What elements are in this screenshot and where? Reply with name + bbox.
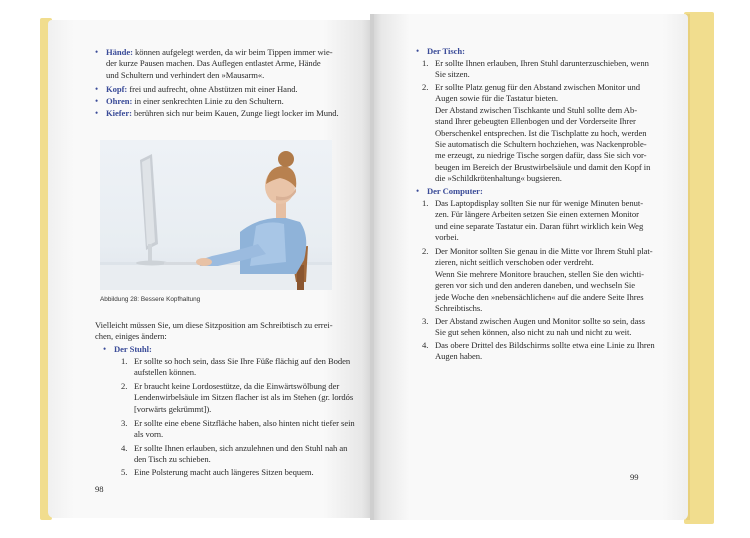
bullet-term: Kopf: xyxy=(106,84,128,94)
list-item xyxy=(121,381,366,415)
subheading-tisch xyxy=(416,46,536,57)
text-line: Sie gut sehen können, also nicht zu nah und nicht zu weit. xyxy=(435,327,632,338)
text-line: der kurze Pausen machen. Das Auflegen entlastet Arme, Hände xyxy=(106,58,321,69)
text-line: Er braucht keine Lordosestütze, da die Einwärtswölbung der xyxy=(134,381,340,391)
list-item xyxy=(422,316,662,339)
text-line: stand Ihrer gebeugten Ellenbogen und der Vorderseite Ihrer xyxy=(435,116,636,127)
list-item xyxy=(422,82,662,185)
text-line: Vielleicht müssen Sie, um diese Sitzposition am Schreibtisch zu errei- xyxy=(95,320,333,330)
text-line: me erzeugt, zu niedrige Tische sorgen dafür, dass Sie sich vor- xyxy=(435,150,647,161)
list-item xyxy=(422,198,662,244)
text-line: geren vor sich und den anderen daneben, und wechseln Sie xyxy=(435,280,636,291)
text-line: aufstellen können. xyxy=(134,367,197,378)
text-line: als vorn. xyxy=(134,429,164,440)
list-number: 2. xyxy=(121,381,128,391)
text-line: Augen haben. xyxy=(435,351,483,362)
text-line: können aufgelegt werden, da wir beim Tippen immer wie- xyxy=(135,47,333,57)
text-line: Der Abstand zwischen Tischkante und Stuhl sollte dem Ab- xyxy=(435,104,638,115)
bullet-haende xyxy=(95,47,365,81)
text-line: Er sollte so hoch sein, dass Sie Ihre Füße flächig auf den Boden xyxy=(134,356,351,366)
text-line: Das obere Drittel des Bildschirms sollte etwa eine Linie zu Ihren xyxy=(435,340,655,350)
subheading-label: Der Tisch: xyxy=(427,46,465,56)
list-number: 3. xyxy=(121,418,128,428)
bullet-icon: • xyxy=(103,344,107,354)
figure-caption: Abbildung 28: Bessere Kopfhaltung xyxy=(100,296,201,303)
list-number: 1. xyxy=(121,356,128,366)
list-item xyxy=(121,443,366,466)
text-line: Augen sowie für die Tastatur bieten. xyxy=(435,93,558,104)
text-line: vorbei. xyxy=(435,232,459,243)
book-spine xyxy=(370,14,374,520)
bullet-kopf xyxy=(95,84,365,95)
list-number: 5. xyxy=(121,467,128,477)
text-line: [vorwärts gekrümmt]). xyxy=(134,403,212,414)
photo-illustration xyxy=(100,140,332,290)
text-line: zen. Für längere Arbeiten setzen Sie einen externen Monitor xyxy=(435,209,639,220)
bullet-icon: • xyxy=(95,84,99,94)
list-number: 3. xyxy=(422,316,429,326)
text-line: den Tisch zu schieben. xyxy=(134,454,211,465)
bullet-ohren xyxy=(95,96,365,107)
text-line: Der Monitor sollten Sie genau in die Mitte vor Ihrem Stuhl plat- xyxy=(435,246,653,256)
text-line: die »Schildkrötenhaltung« bugsieren. xyxy=(435,173,562,184)
text-line: Der Abstand zwischen Augen und Monitor sollte so sein, dass xyxy=(435,316,645,326)
intro-paragraph xyxy=(95,320,370,343)
text-line: Sie automatisch die Schultern hochziehen, was Nackenproble- xyxy=(435,139,647,150)
text-line: Eine Polsterung macht auch längeres Sitzen bequem. xyxy=(134,467,314,477)
text-line: Lendenwirbelsäule im Sitzen flacher ist als im Stehen (gr. lordós xyxy=(134,392,354,403)
text-line: Wenn Sie mehrere Monitore brauchen, stellen Sie den wichti- xyxy=(435,268,644,279)
page-number-right: 99 xyxy=(630,472,639,482)
text-line: und Schultern und verhindert den »Mausarm«. xyxy=(106,69,265,80)
page-number-left: 98 xyxy=(95,484,104,494)
text-line: zieren, nicht seitlich verschoben oder verdreht. xyxy=(435,257,594,268)
subheading-label: Der Computer: xyxy=(427,186,483,196)
bullet-icon: • xyxy=(416,186,420,196)
text-line: Er sollte Ihnen erlauben, Ihren Stuhl darunterzuschieben, wenn xyxy=(435,58,649,68)
list-item xyxy=(422,340,662,363)
subheading-label: Der Stuhl: xyxy=(114,344,152,354)
list-number: 4. xyxy=(422,340,429,350)
bullet-icon: • xyxy=(95,96,99,106)
text-line: Er sollte Ihnen erlauben, sich anzulehnen und den Stuhl nah an xyxy=(134,443,348,453)
list-number: 2. xyxy=(422,82,429,92)
bullet-icon: • xyxy=(416,46,420,56)
list-number: 1. xyxy=(422,58,429,68)
list-item xyxy=(422,246,662,314)
list-number: 2. xyxy=(422,246,429,256)
list-item xyxy=(121,356,366,379)
list-number: 4. xyxy=(121,443,128,453)
bullet-term: Hände: xyxy=(106,47,133,57)
text-line: in einer senkrechten Linie zu den Schultern. xyxy=(134,96,284,106)
bullet-term: Kiefer: xyxy=(106,108,132,118)
text-line: Er sollte eine ebene Sitzfläche haben, also hinten nicht tiefer sein xyxy=(134,418,355,428)
text-line: Oberschenkel entsprechen. Ist die Tischplatte zu hoch, werden xyxy=(435,127,647,138)
text-line: chen, einiges ändern: xyxy=(95,331,167,342)
text-line: Schreibtischs. xyxy=(435,303,483,314)
list-number: 1. xyxy=(422,198,429,208)
bullet-icon: • xyxy=(95,108,99,118)
text-line: berühren sich nur beim Kauen, Zunge liegt locker im Mund. xyxy=(134,108,339,118)
bullet-term: Ohren: xyxy=(106,96,133,106)
text-line: jede Woche den »nebensächlichen« auf die andere Seite Ihres xyxy=(435,291,644,302)
text-line: Das Laptopdisplay sollten Sie nur für wenige Minuten benut- xyxy=(435,198,644,208)
text-line: und eine separate Tastatur ein. Daran führt wirklich kein Weg xyxy=(435,220,644,231)
subheading-computer xyxy=(416,186,536,197)
list-item xyxy=(422,58,662,81)
list-item xyxy=(121,467,366,478)
text-line: Sie sitzen. xyxy=(435,69,470,80)
text-line: beugen im Bereich der Brustwirbelsäule und damit den Kopf in xyxy=(435,161,651,172)
subheading-stuhl xyxy=(103,344,223,355)
bullet-icon: • xyxy=(95,47,99,57)
text-line: Er sollte Platz genug für den Abstand zwischen Monitor und xyxy=(435,82,640,92)
list-item xyxy=(121,418,366,441)
text-line: frei und aufrecht, ohne Abstützen mit einer Hand. xyxy=(129,84,298,94)
photo-better-head-posture xyxy=(100,140,332,290)
bullet-kiefer xyxy=(95,108,370,119)
